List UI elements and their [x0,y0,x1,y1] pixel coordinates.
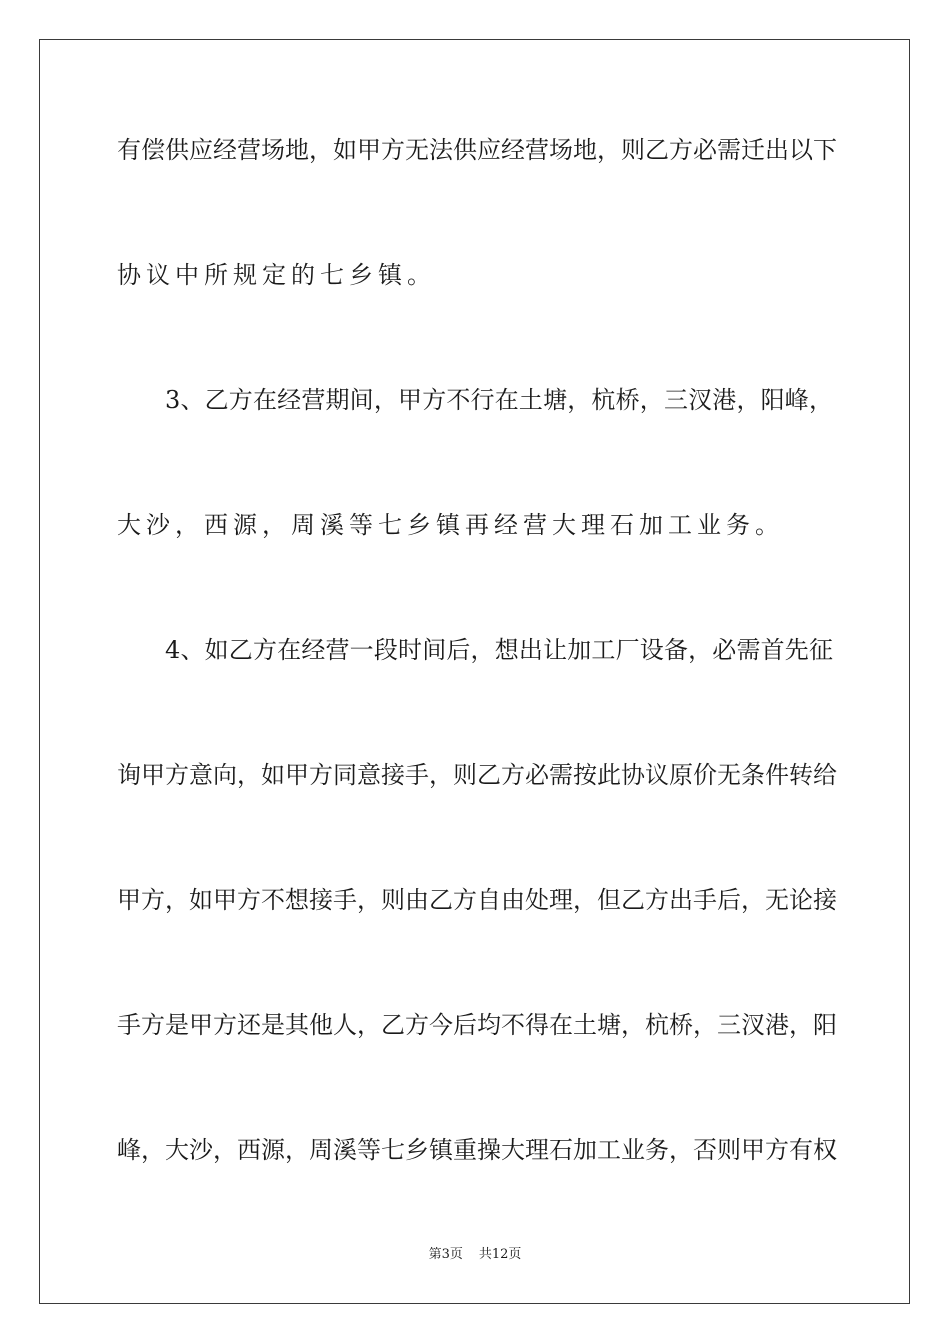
page-total: 共12页 [478,1247,522,1262]
page-number: 第3页 [428,1247,463,1262]
text-line: 峰，大沙，西源，周溪等七乡镇重操大理石加工业务，否则甲方有权 [117,1136,837,1164]
text-line: 询甲方意向，如甲方同意接手，则乙方必需按此协议原价无条件转给 [117,761,837,789]
text-line: 大沙，西源，周溪等七乡镇再经营大理石加工业务。 [117,511,784,539]
text-line: 手方是甲方还是其他人，乙方今后均不得在土塘，杭桥，三汊港，阳 [117,1011,837,1039]
text-line: 协议中所规定的七乡镇。 [117,261,436,289]
text-line: 有偿供应经营场地，如甲方无法供应经营场地，则乙方必需迁出以下 [117,136,837,164]
text-line: 4、如乙方在经营一段时间后，想出让加工厂设备，必需首先征 [165,636,833,664]
page-footer [0,1247,950,1263]
page-border [39,39,910,1304]
text-line: 甲方，如甲方不想接手，则由乙方自由处理，但乙方出手后，无论接 [117,886,837,914]
text-line: 3、乙方在经营期间，甲方不行在土塘，杭桥，三汊港，阳峰， [165,386,833,414]
